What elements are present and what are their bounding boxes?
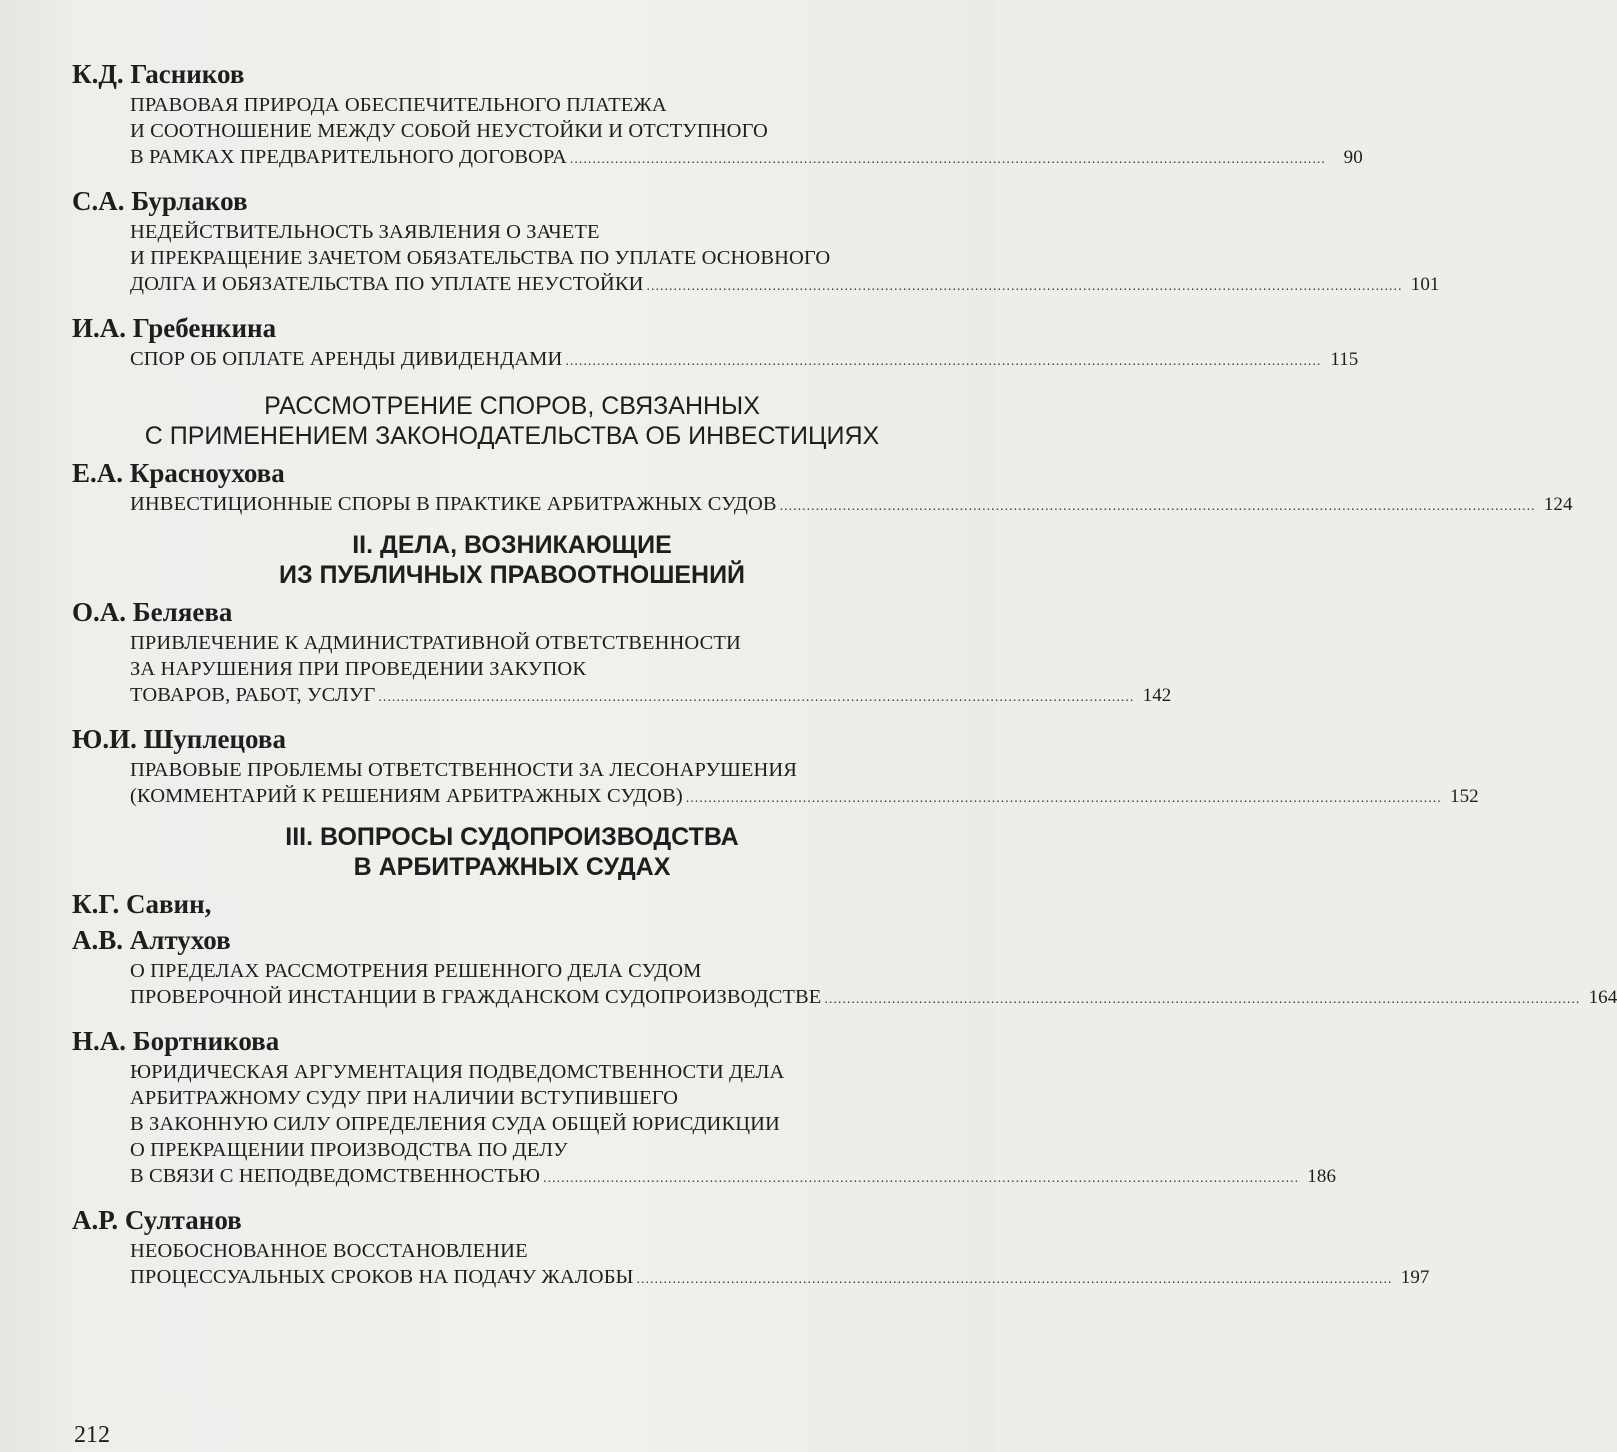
title-last-line <box>130 1163 1337 1192</box>
entry-author: К.Д. Гасников <box>72 59 245 89</box>
leader-dots: ........................................................................................................................................................................ <box>636 1272 1393 1287</box>
entry-author: И.А. Гребенкина <box>72 313 277 343</box>
title-line: НЕДЕЙСТВИТЕЛЬНОСТЬ ЗАЯВЛЕНИЯ О ЗАЧЕТЕ <box>130 221 600 243</box>
toc-entry <box>72 1023 1337 1192</box>
entry-author: А.Р. Султанов <box>72 1205 242 1235</box>
title-line: ПРОЦЕССУАЛЬНЫХ СРОКОВ НА ПОДАЧУ ЖАЛОБЫ <box>130 1266 634 1288</box>
title-line: ПРАВОВАЯ ПРИРОДА ОБЕСПЕЧИТЕЛЬНОГО ПЛАТЕЖА <box>130 94 667 116</box>
leader-dots: ........................................................................................................................................................................ <box>646 279 1403 294</box>
toc-entry <box>72 886 1617 1013</box>
page-ref: 142 <box>1142 685 1172 706</box>
section-heading-line: ИЗ ПУБЛИЧНЫХ ПРАВООТНОШЕНИЙ <box>278 561 746 589</box>
page-ref: 124 <box>1543 494 1573 515</box>
entry-title <box>130 346 1359 375</box>
section-heading-line: РАССМОТРЕНИЕ СПОРОВ, СВЯЗАННЫХ <box>264 392 760 420</box>
section-heading-line: В АРБИТРАЖНЫХ СУДАХ <box>353 853 671 881</box>
toc-entry <box>72 183 1440 300</box>
title-line: СПОР ОБ ОПЛАТЕ АРЕНДЫ ДИВИДЕНДАМИ <box>130 348 563 370</box>
entry-title <box>130 92 1363 173</box>
title-line: ИНВЕСТИЦИОННЫЕ СПОРЫ В ПРАКТИКЕ АРБИТРАЖНЫХ СУДОВ <box>130 493 777 515</box>
page-ref: 115 <box>1330 349 1359 370</box>
entry-title <box>130 219 1440 300</box>
entry-title <box>130 491 1573 520</box>
title-line: (КОММЕНТАРИЙ К РЕШЕНИЯМ АРБИТРАЖНЫХ СУДОВ) <box>130 785 683 807</box>
title-line: В СВЯЗИ С НЕПОДВЕДОМСТВЕННОСТЬЮ <box>130 1165 541 1187</box>
leader-dots: ........................................................................................................................................................................ <box>569 152 1326 167</box>
toc-group-c <box>72 594 1479 812</box>
title-line: ДОЛГА И ОБЯЗАТЕЛЬСТВА ПО УПЛАТЕ НЕУСТОЙКИ <box>130 273 644 295</box>
title-last-line <box>130 144 1363 173</box>
entry-title <box>130 1059 1337 1192</box>
title-line: И СООТНОШЕНИЕ МЕЖДУ СОБОЙ НЕУСТОЙКИ И ОТСТУПНОГО <box>130 120 768 142</box>
title-last-line <box>130 346 1359 375</box>
title-line: ТОВАРОВ, РАБОТ, УСЛУГ <box>130 684 376 706</box>
title-line: О ПРЕДЕЛАХ РАССМОТРЕНИЯ РЕШЕННОГО ДЕЛА СУДОМ <box>130 960 702 982</box>
table-of-contents <box>72 56 1617 1303</box>
entry-author: А.В. Алтухов <box>72 925 231 955</box>
page-ref: 90 <box>1343 147 1363 168</box>
leader-dots: ........................................................................................................................................................................ <box>824 992 1581 1007</box>
entry-author: Н.А. Бортникова <box>72 1026 280 1056</box>
leader-dots: ........................................................................................................................................................................ <box>543 1171 1300 1186</box>
title-line: В ЗАКОННУЮ СИЛУ ОПРЕДЕЛЕНИЯ СУДА ОБЩЕЙ ЮРИСДИКЦИИ <box>130 1113 780 1135</box>
title-line: И ПРЕКРАЩЕНИЕ ЗАЧЕТОМ ОБЯЗАТЕЛЬСТВА ПО УПЛАТЕ ОСНОВНОГО <box>130 247 831 269</box>
entry-title <box>130 630 1172 711</box>
title-last-line <box>130 783 1479 812</box>
entry-author: О.А. Беляева <box>72 597 233 627</box>
leader-dots: ........................................................................................................................................................................ <box>378 690 1135 705</box>
toc-group-b <box>72 455 1573 520</box>
title-line: ЗА НАРУШЕНИЯ ПРИ ПРОВЕДЕНИИ ЗАКУПОК <box>130 658 587 680</box>
title-last-line <box>130 984 1617 1013</box>
title-line: О ПРЕКРАЩЕНИИ ПРОИЗВОДСТВА ПО ДЕЛУ <box>130 1139 568 1161</box>
leader-dots: ........................................................................................................................................................................ <box>565 354 1322 369</box>
toc-entry <box>72 721 1479 812</box>
entry-author: Е.А. Красноухова <box>72 458 285 488</box>
toc-entry <box>72 310 1359 375</box>
entry-title <box>130 1238 1430 1293</box>
title-last-line <box>130 682 1172 711</box>
toc-entry <box>72 56 1363 173</box>
entry-author: К.Г. Савин, <box>72 889 212 919</box>
section-heading <box>72 391 952 451</box>
section-heading <box>72 822 952 882</box>
toc-group-d <box>72 886 1617 1293</box>
title-last-line <box>130 1264 1430 1293</box>
section-heading-line: II. ДЕЛА, ВОЗНИКАЮЩИЕ <box>352 531 672 559</box>
page-ref: 101 <box>1410 274 1440 295</box>
page-ref: 197 <box>1400 1267 1430 1288</box>
section-heading-line: С ПРИМЕНЕНИЕМ ЗАКОНОДАТЕЛЬСТВА ОБ ИНВЕСТИЦИЯХ <box>144 422 880 450</box>
page-ref: 152 <box>1449 786 1479 807</box>
page-ref: 164 <box>1588 987 1617 1008</box>
toc-entry <box>72 1202 1430 1293</box>
entry-title <box>130 958 1617 1013</box>
section-heading <box>72 530 952 590</box>
title-line: ПРАВОВЫЕ ПРОБЛЕМЫ ОТВЕТСТВЕННОСТИ ЗА ЛЕСОНАРУШЕНИЯ <box>130 759 798 781</box>
title-line: ЮРИДИЧЕСКАЯ АРГУМЕНТАЦИЯ ПОДВЕДОМСТВЕННОСТИ ДЕЛА <box>130 1061 785 1083</box>
section-heading-line: III. ВОПРОСЫ СУДОПРОИЗВОДСТВА <box>285 823 739 851</box>
entry-title <box>130 757 1479 812</box>
title-line: ПРОВЕРОЧНОЙ ИНСТАНЦИИ В ГРАЖДАНСКОМ СУДОПРОИЗВОДСТВЕ <box>130 986 822 1008</box>
leader-dots: ........................................................................................................................................................................ <box>779 499 1536 514</box>
entry-author: С.А. Бурлаков <box>72 186 248 216</box>
title-line: В РАМКАХ ПРЕДВАРИТЕЛЬНОГО ДОГОВОРА <box>130 146 567 168</box>
title-line: АРБИТРАЖНОМУ СУДУ ПРИ НАЛИЧИИ ВСТУПИВШЕГО <box>130 1087 679 1109</box>
page-ref: 186 <box>1307 1166 1337 1187</box>
page-number: 212 <box>74 1422 110 1448</box>
leader-dots: ........................................................................................................................................................................ <box>685 791 1442 806</box>
title-last-line <box>130 271 1440 300</box>
toc-entry <box>72 455 1573 520</box>
title-last-line <box>130 491 1573 520</box>
toc-group-a <box>72 56 1440 375</box>
title-line: НЕОБОСНОВАННОЕ ВОССТАНОВЛЕНИЕ <box>130 1240 528 1262</box>
entry-author: Ю.И. Шуплецова <box>72 724 286 754</box>
toc-entry <box>72 594 1172 711</box>
title-line: ПРИВЛЕЧЕНИЕ К АДМИНИСТРАТИВНОЙ ОТВЕТСТВЕННОСТИ <box>130 632 741 654</box>
